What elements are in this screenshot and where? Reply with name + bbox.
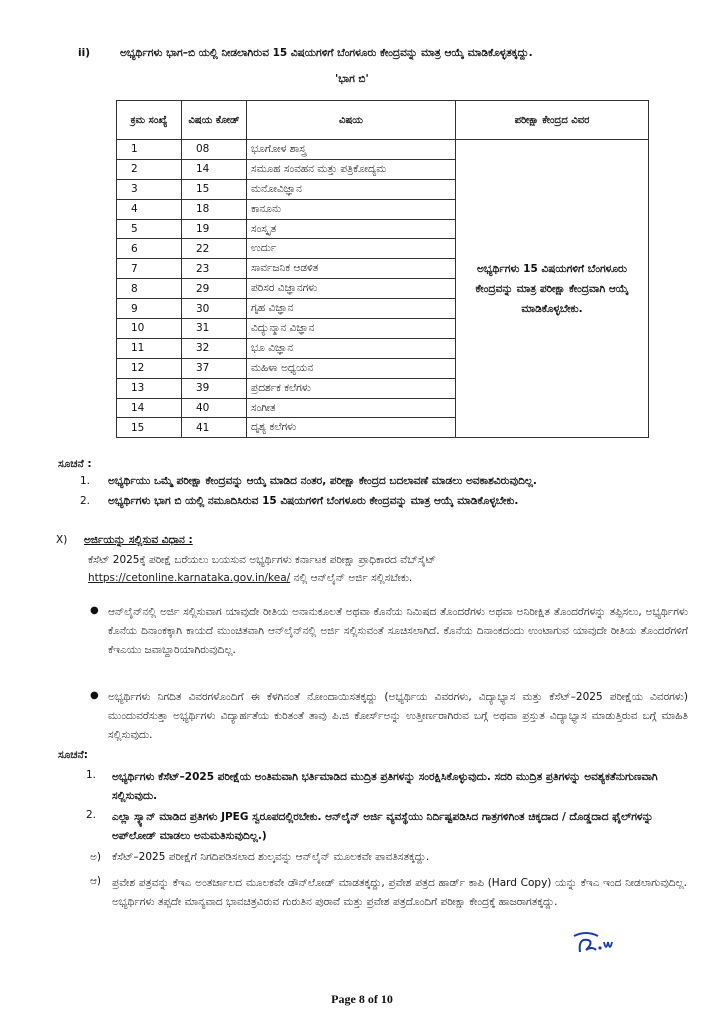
bullet-text: ಅಭ್ಯರ್ಥಿಗಳು ನಿಗದಿತ ವಿವರಗಳೊಂದಿಗೆ ಈ ಕೆಳಗಿನಂತೆ ನೋಂದಾಯಿಸತಕ್ಕದ್ದು (ಅಭ್ಯರ್ಥಿಯ ವಿವರಗಳು, ವಿದ್ಯಾಭ್ಯಾಸ ಮತ್ತು ಕೆಸೆಟ್–2025 ಪರೀಕ್ಷೆಯ ವಿವರಗಳು) ಮುಂದುವರೆಸುತ್ತಾ ಅಭ್ಯರ್ಥಿಗಳು ವಿದ್ಯಾರ್ಹತೆಯ ಕುರಿತಂತೆ ತಾವು ಪಿ.ಜಿ ಕೋರ್ಸ್‌ಅನ್ನು ಉತ್ತೀರ್ಣರಾಗಿರುವ ಬಗ್ಗೆ ಅಥವಾ ಪ್ರಸ್ತುತ ವಿದ್ಯಾಭ್ಯಾಸ ಮಾಡುತ್ತಿರುವ ಬಗ್ಗೆ ಮಾಹಿತಿ ಸಲ್ಲಿಸುವುದು. bbox=[108, 691, 688, 741]
section-text: ನಲ್ಲಿ ಆನ್‌ಲೈನ್ ಅರ್ಜಿ ಸಲ್ಲಿಸಬೇಕು. bbox=[290, 572, 413, 584]
part-title: 'ಭಾಗ ಬಿ' bbox=[335, 73, 369, 85]
note-heading: ಸೂಚನೆ: bbox=[58, 749, 88, 761]
sub-item-number: ಆ) bbox=[90, 875, 102, 887]
code-cell: 41 bbox=[182, 418, 247, 438]
section-number: ii) bbox=[78, 47, 90, 59]
serial-cell: 14 bbox=[117, 398, 182, 418]
sub-item-text: ಕೆಸೆಟ್–2025 ಪರೀಕ್ಷೆಗೆ ನಿಗದಿಪಡಿಸಲಾದ ಶುಲ್ಕವನ್ನು ಆನ್‌ಲೈನ್ ಮೂಲಕವೇ ಪಾವತಿಸತಕ್ಕದ್ದು. bbox=[112, 851, 430, 863]
note-number: 1. bbox=[86, 769, 97, 781]
code-cell: 19 bbox=[182, 219, 247, 239]
bullet-text: ಆನ್‌ಲೈನ್‌ನಲ್ಲಿ ಅರ್ಜಿ ಸಲ್ಲಿಸುವಾಗ ಯಾವುದೇ ರೀತಿಯ ಅನಾನುಕೂಲತೆ ಅಥವಾ ಕೊನೆಯ ನಿಮಿಷದ ತೊಂದರೆಗಳು ಅಥವಾ ಅನಿರೀಕ್ಷಿತ ತೊಂದರೆಗಳನ್ನು ತಪ್ಪಿಸಲು, ಅಭ್ಯರ್ಥಿಗಳು ಕೊನೆಯ ದಿನಾಂಕಕ್ಕಾಗಿ ಕಾಯದೆ ಮುಂಚಿತವಾಗಿ ಆನ್‌ಲೈನ್‌ನಲ್ಲಿ ಅರ್ಜಿ ಸಲ್ಲಿಸುವಂತೆ ಸೂಚಿಸಲಾಗಿದೆ. ಕೊನೆಯ ದಿನಾಂಕದಂದು ಉಂಟಾಗುವ ಯಾವುದೇ ರೀತಿಯ ತೊಂದರೆಗಳಿಗೆ ಕೆಇಎಯು ಜವಾಬ್ದಾರಿಯಾಗಿರುವುದಿಲ್ಲ. bbox=[108, 606, 688, 656]
serial-cell: 5 bbox=[117, 219, 182, 239]
section-link-line bbox=[88, 571, 688, 586]
subject-cell: ಪರಿಸರ ವಿಜ್ಞಾನಗಳು bbox=[247, 279, 456, 299]
subject-cell: ಉರ್ದು bbox=[247, 239, 456, 259]
serial-cell: 4 bbox=[117, 199, 182, 219]
serial-cell: 9 bbox=[117, 299, 182, 319]
note-text: ಎಲ್ಲಾ ಸ್ಕ್ಯಾನ್ ಮಾಡಿದ ಪ್ರತಿಗಳು JPEG ಸ್ವರೂಪದಲ್ಲಿರಬೇಕು. ಆನ್‌ಲೈನ್ ಅರ್ಜಿ ವ್ಯವಸ್ಥೆಯು ನಿರ್ದಿಷ್ಟಪಡಿಸಿದ ಗಾತ್ರಗಳಿಗಿಂತ ಚಿಕ್ಕದಾದ / ದೊಡ್ಡದಾದ ಫೈಲ್‌ಗಳನ್ನು ಅಪ್‌ಲೋಡ್ ಮಾಡಲು ಅನುಮತಿಸುವುದಿಲ್ಲ.) bbox=[112, 811, 654, 842]
serial-cell: 15 bbox=[117, 418, 182, 438]
serial-cell: 10 bbox=[117, 319, 182, 339]
bullet-icon: ● bbox=[90, 690, 99, 701]
header-subject: ವಿಷಯ bbox=[247, 101, 456, 140]
code-cell: 31 bbox=[182, 319, 247, 339]
table-header-row bbox=[117, 101, 649, 140]
serial-cell: 1 bbox=[117, 140, 182, 160]
subject-cell: ಮಹಿಳಾ ಅಧ್ಯಯನ bbox=[247, 358, 456, 378]
table-row bbox=[117, 140, 649, 160]
subject-cell: ಕಾನೂನು bbox=[247, 199, 456, 219]
code-cell: 32 bbox=[182, 338, 247, 358]
note-text: ಅಭ್ಯರ್ಥಿಗಳು ಭಾಗ ಬಿ ಯಲ್ಲಿ ನಮೂದಿಸಿರುವ 15 ವಿಷಯಗಳಿಗೆ ಬೆಂಗಳೂರು ಕೇಂದ್ರವನ್ನು ಮಾತ್ರ ಆಯ್ಕೆ ಮಾಡಿಕೊಳ್ಳಬೇಕು. bbox=[108, 495, 519, 507]
serial-cell: 12 bbox=[117, 358, 182, 378]
code-cell: 22 bbox=[182, 239, 247, 259]
page-number: Page 8 of 10 bbox=[331, 992, 393, 1006]
subject-cell: ಪ್ರದರ್ಶಕ ಕಲೆಗಳು bbox=[247, 378, 456, 398]
code-cell: 29 bbox=[182, 279, 247, 299]
subject-cell: ವಿದ್ಯುನ್ಮಾನ ವಿಜ್ಞಾನ bbox=[247, 319, 456, 339]
note-number: 2. bbox=[80, 495, 91, 507]
note-text: ಅಭ್ಯರ್ಥಿಗಳು ಕೆಸೆಟ್–2025 ಪರೀಕ್ಷೆಯ ಅಂತಿಮವಾಗಿ ಭರ್ತಿಮಾಡಿದ ಮುದ್ರಿತ ಪ್ರತಿಗಳನ್ನು ಸಂರಕ್ಷಿಸಿಕೊಳ್ಳುವುದು. ಸದರಿ ಮುದ್ರಿತ ಪ್ರತಿಗಳನ್ನು ಅವಶ್ಯಕತೆನುಗುಣವಾಗಿ ಸಲ್ಲಿಸುವುದು. bbox=[112, 771, 658, 802]
code-cell: 30 bbox=[182, 299, 247, 319]
code-cell: 40 bbox=[182, 398, 247, 418]
serial-cell: 7 bbox=[117, 259, 182, 279]
serial-cell: 11 bbox=[117, 338, 182, 358]
subject-cell: ಗೃಹ ವಿಜ್ಞಾನ bbox=[247, 299, 456, 319]
subject-cell: ದೃಶ್ಯ ಕಲೆಗಳು bbox=[247, 418, 456, 438]
note-text: ಅಭ್ಯರ್ಥಿಯು ಒಮ್ಮೆ ಪರೀಕ್ಷಾ ಕೇಂದ್ರವನ್ನು ಆಯ್ಕೆ ಮಾಡಿದ ನಂತರ, ಪರೀಕ್ಷಾ ಕೇಂದ್ರದ ಬದಲಾವಣೆ ಮಾಡಲು ಅವಕಾಶವಿರುವುದಿಲ್ಲ. bbox=[108, 475, 537, 487]
sub-item-number: ಅ) bbox=[90, 851, 102, 863]
serial-cell: 8 bbox=[117, 279, 182, 299]
bullet-icon: ● bbox=[90, 605, 99, 616]
subject-cell: ಸಮೂಹ ಸಂವಹನ ಮತ್ತು ಪತ್ರಿಕೋದ್ಯಮ bbox=[247, 159, 456, 179]
subject-cell: ಮನೋವಿಜ್ಞಾನ bbox=[247, 179, 456, 199]
code-cell: 14 bbox=[182, 159, 247, 179]
serial-cell: 2 bbox=[117, 159, 182, 179]
signature-mark bbox=[572, 928, 616, 956]
code-cell: 37 bbox=[182, 358, 247, 378]
subjects-table bbox=[116, 100, 649, 438]
code-cell: 18 bbox=[182, 199, 247, 219]
header-serial: ಕ್ರಮ ಸಂಖ್ಯೆ bbox=[117, 101, 182, 140]
kea-website-link[interactable]: https://cetonline.karnataka.gov.in/kea/ bbox=[88, 572, 291, 584]
subject-cell: ಭೂ ವಿಜ್ಞಾನ bbox=[247, 338, 456, 358]
sub-item-text: ಪ್ರವೇಶ ಪತ್ರವನ್ನು ಕೆಇಎ ಅಂತರ್ಜಾಲದ ಮೂಲಕವೇ ಡೌನ್‌ಲೋಡ್ ಮಾಡತಕ್ಕದ್ದು, ಪ್ರವೇಶ ಪತ್ರದ ಹಾರ್ಡ್ ಕಾಪಿ (Hard Copy) ಯನ್ನು ಕೆಇಎ ಇಂದ ನೀಡಲಾಗುವುದಿಲ್ಲ. ಅಭ್ಯರ್ಥಿಗಳು ತಪ್ಪದೇ ಮಾನ್ಯವಾದ ಭಾವಚಿತ್ರವಿರುವ ಗುರುತಿನ ಪುರಾವೆ ಮತ್ತು ಪ್ರವೇಶ ಪತ್ರದೊಂದಿಗೆ ಪರೀಕ್ಷಾ ಕೇಂದ್ರಕ್ಕೆ ಹಾಜರಾಗತಕ್ಕದ್ದು. bbox=[112, 877, 687, 908]
note-heading: ಸೂಚನೆ : bbox=[58, 458, 92, 470]
centre-detail-cell: ಅಭ್ಯರ್ಥಿಗಳು 15 ವಿಷಯಗಳಿಗೆ ಬೆಂಗಳೂರು ಕೇಂದ್ರವನ್ನು ಮಾತ್ರ ಪರೀಕ್ಷಾ ಕೇಂದ್ರವಾಗಿ ಆಯ್ಕೆ ಮಾಡಿಕೊಳ್ಳಬೇಕು. bbox=[456, 140, 649, 438]
subject-cell: ಸಂಗೀತ bbox=[247, 398, 456, 418]
section-text: ಕೆಸೆಟ್ 2025ಕ್ಕೆ ಪರೀಕ್ಷೆ ಬರೆಯಲು ಬಯಸುವ ಅಭ್ಯರ್ಥಿಗಳು ಕರ್ನಾಟಕ ಪರೀಕ್ಷಾ ಪ್ರಾಧಿಕಾರದ ವೆಬ್‌ಸೈಟ್ bbox=[88, 554, 436, 566]
code-cell: 15 bbox=[182, 179, 247, 199]
header-centre: ಪರೀಕ್ಷಾ ಕೇಂದ್ರದ ವಿವರ bbox=[456, 101, 649, 140]
intro-text: ಅಭ್ಯರ್ಥಿಗಳು ಭಾಗ–ಬಿ ಯಲ್ಲಿ ನೀಡಲಾಗಿರುವ 15 ವಿಷಯಗಳಿಗೆ ಬೆಂಗಳೂರು ಕೇಂದ್ರವನ್ನು ಮಾತ್ರ ಆಯ್ಕೆ ಮಾಡಿಕೊಳ್ಳತಕ್ಕದ್ದು. bbox=[120, 47, 533, 59]
note-number: 2. bbox=[86, 809, 97, 821]
note-number: 1. bbox=[80, 475, 91, 487]
subject-cell: ಸಾರ್ವಜನಿಕ ಆಡಳಿತ bbox=[247, 259, 456, 279]
section-heading: ಅರ್ಜಿಯನ್ನು ಸಲ್ಲಿಸುವ ವಿಧಾನ : bbox=[84, 534, 193, 546]
header-code: ವಿಷಯ ಕೋಡ್ bbox=[182, 101, 247, 140]
table-body bbox=[117, 140, 649, 438]
code-cell: 08 bbox=[182, 140, 247, 160]
section-number: X) bbox=[56, 534, 68, 546]
code-cell: 23 bbox=[182, 259, 247, 279]
serial-cell: 3 bbox=[117, 179, 182, 199]
subject-cell: ಭೂಗೋಳ ಶಾಸ್ತ್ರ bbox=[247, 140, 456, 160]
code-cell: 39 bbox=[182, 378, 247, 398]
signature bbox=[572, 928, 616, 956]
subject-cell: ಸಂಸ್ಕೃತ bbox=[247, 219, 456, 239]
serial-cell: 13 bbox=[117, 378, 182, 398]
serial-cell: 6 bbox=[117, 239, 182, 259]
